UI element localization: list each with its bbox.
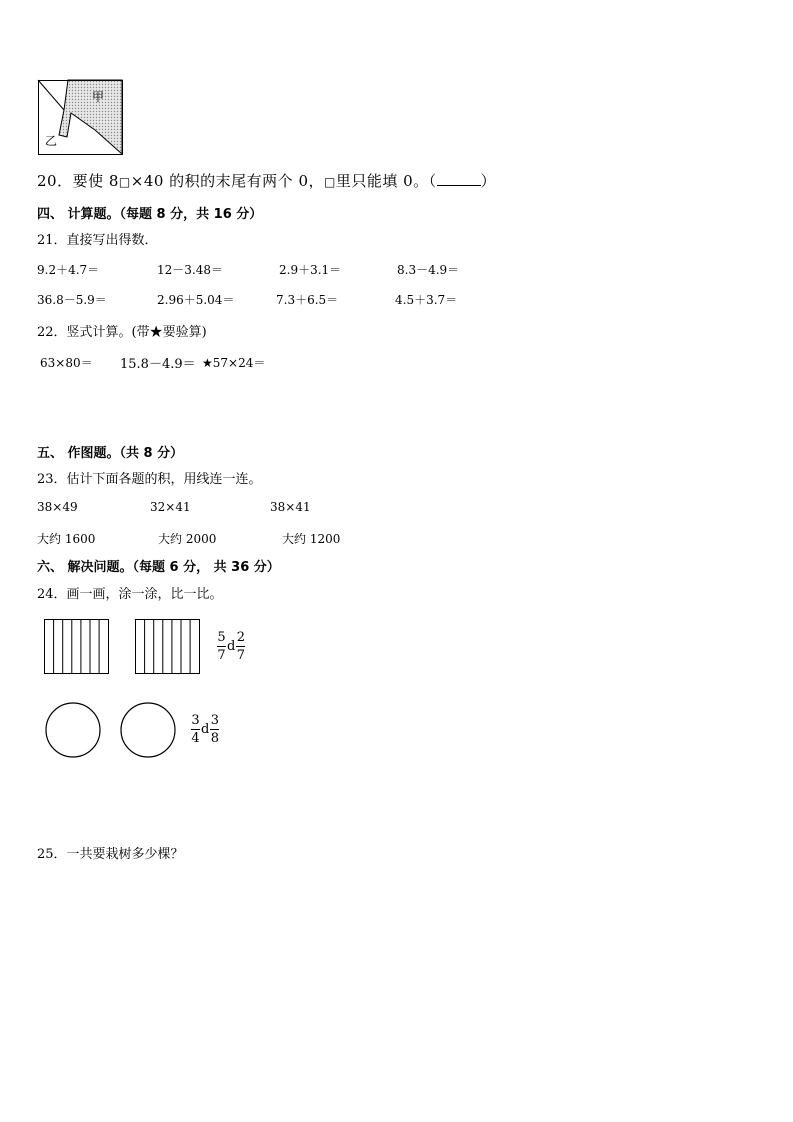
- calc-item: 12－3.48＝: [157, 263, 223, 277]
- vertical-calc-item: 15.8－4.9＝: [120, 357, 196, 372]
- box-symbol: □: [324, 175, 336, 189]
- fraction-circle-2[interactable]: [120, 702, 178, 760]
- question-20: 20．要使 8□×40 的积的末尾有两个 0，□里只能填 0。（ ）: [37, 172, 497, 190]
- fraction: $\frac{5}{7}$: [217, 630, 226, 663]
- calc-item: 7.3＋6.5＝: [276, 293, 339, 307]
- compare-placeholder[interactable]: d: [201, 722, 210, 737]
- question-21-prompt: 21．直接写出得数．: [37, 233, 158, 248]
- shaded-region-jia: [59, 80, 122, 154]
- compare-placeholder[interactable]: d: [227, 639, 236, 654]
- estimate-item: 大约 1200: [282, 532, 341, 546]
- fraction-compare-2: [191, 713, 219, 746]
- section-6-title: 六、 解决问题。（每题 6 分， 共 36 分）: [37, 560, 280, 575]
- calc-item: 8.3－4.9＝: [397, 263, 460, 277]
- question-23-prompt: 23．估计下面各题的积，用线连一连。: [37, 472, 262, 487]
- product-item: 32×41: [150, 500, 191, 514]
- estimate-item: 大约 2000: [158, 532, 217, 546]
- fraction-compare-1: [217, 630, 245, 663]
- calc-item: 36.8－5.9＝: [37, 293, 107, 307]
- fraction-rectangle-1[interactable]: [44, 619, 112, 675]
- question-25-prompt: 25．一共要栽树多少棵？: [37, 847, 184, 862]
- figure-diagonal: [38, 80, 64, 110]
- section-4-title: 四、 计算题。（每题 8 分，共 16 分）: [37, 207, 263, 222]
- vertical-calc-item: ★57×24＝: [202, 356, 266, 370]
- estimate-item: 大约 1600: [37, 532, 96, 546]
- question-22-prompt: 22．竖式计算。(带★要验算): [37, 325, 207, 340]
- product-item: 38×49: [37, 500, 78, 514]
- section-5-title: 五、 作图题。（共 8 分）: [37, 446, 184, 461]
- vertical-calc-item: 63×80＝: [40, 356, 93, 370]
- fraction-rectangle-2[interactable]: [135, 619, 203, 675]
- fraction: $\frac{3}{8}$: [210, 713, 219, 746]
- answer-blank[interactable]: [437, 173, 481, 186]
- calc-item: 2.9＋3.1＝: [279, 263, 342, 277]
- question-24-prompt: 24．画一画，涂一涂，比一比。: [37, 587, 223, 602]
- calc-item: 9.2＋4.7＝: [37, 263, 100, 277]
- box-symbol: □: [118, 175, 131, 189]
- label-jia: 甲: [92, 90, 105, 104]
- product-item: 38×41: [270, 500, 311, 514]
- fraction: $\frac{3}{4}$: [191, 713, 200, 746]
- fraction: $\frac{2}{7}$: [236, 630, 245, 663]
- calc-item: 4.5＋3.7＝: [395, 293, 458, 307]
- label-yi: 乙: [45, 134, 58, 148]
- fraction-circle-1[interactable]: [45, 702, 103, 760]
- calc-item: 2.96＋5.04＝: [157, 293, 235, 307]
